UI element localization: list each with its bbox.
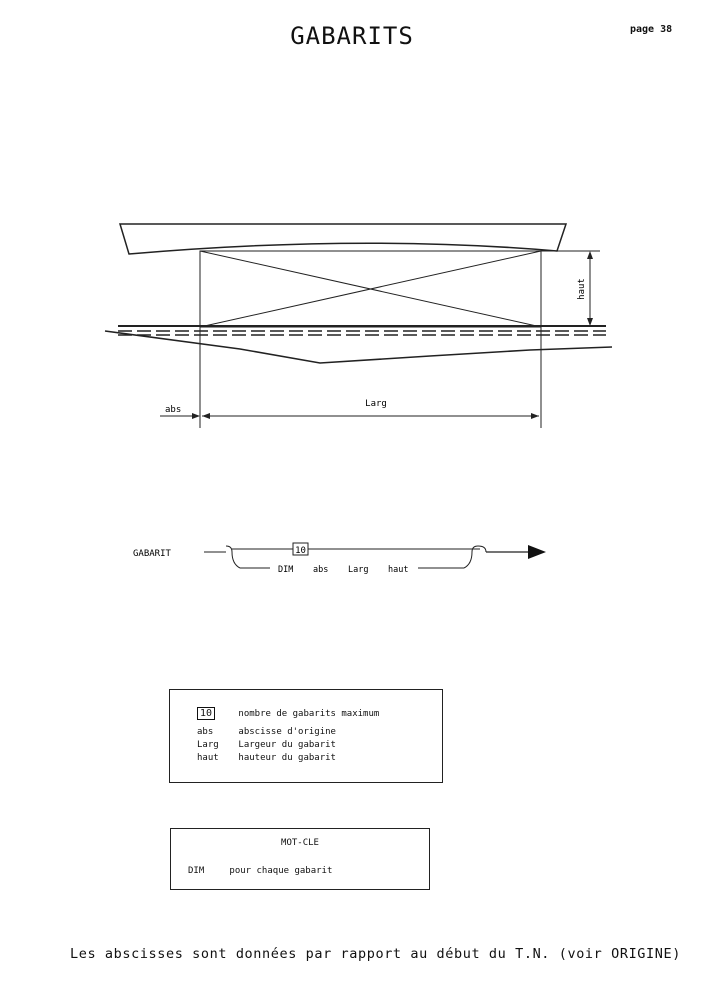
syntax-keyword: GABARIT bbox=[133, 549, 171, 559]
motcle-key: DIM bbox=[188, 866, 205, 876]
legend-row bbox=[197, 753, 336, 763]
motcle-text: pour chaque gabarit bbox=[229, 866, 333, 876]
ground-profile bbox=[105, 331, 612, 363]
syntax-item-dim: DIM bbox=[278, 565, 294, 575]
abs-label: abs bbox=[165, 405, 182, 415]
legend-text: nombre de gabarits maximum bbox=[238, 709, 380, 719]
page-title: GABARITS bbox=[290, 22, 414, 50]
legend-key: abs bbox=[197, 727, 214, 737]
motcle-row bbox=[188, 866, 332, 876]
syntax-item-larg: Larg bbox=[348, 565, 369, 575]
legend-key: haut bbox=[197, 753, 219, 763]
page-number: page 38 bbox=[630, 24, 673, 35]
larg-label: Larg bbox=[365, 399, 387, 409]
legend-text: abscisse d'origine bbox=[238, 727, 336, 737]
legend-row bbox=[197, 740, 336, 750]
repeat-max: 10 bbox=[295, 546, 306, 556]
motcle-title: MOT-CLE bbox=[281, 838, 319, 848]
legend-text: Largeur du gabarit bbox=[238, 740, 336, 750]
legend-row bbox=[197, 708, 379, 720]
syntax-diagram bbox=[133, 543, 546, 575]
footer-note: Les abscisses sont données par rapport au début du T.N. (voir ORIGINE) bbox=[70, 946, 681, 962]
haut-label: haut bbox=[577, 278, 587, 300]
syntax-item-haut: haut bbox=[388, 565, 409, 575]
legend-row bbox=[197, 727, 336, 737]
legend-key: 10 bbox=[197, 707, 215, 720]
syntax-item-abs: abs bbox=[313, 565, 329, 575]
syntax-arrow-icon bbox=[528, 545, 546, 559]
bridge-deck bbox=[120, 224, 566, 254]
legend-key: Larg bbox=[197, 740, 219, 750]
legend-text: hauteur du gabarit bbox=[238, 753, 336, 763]
